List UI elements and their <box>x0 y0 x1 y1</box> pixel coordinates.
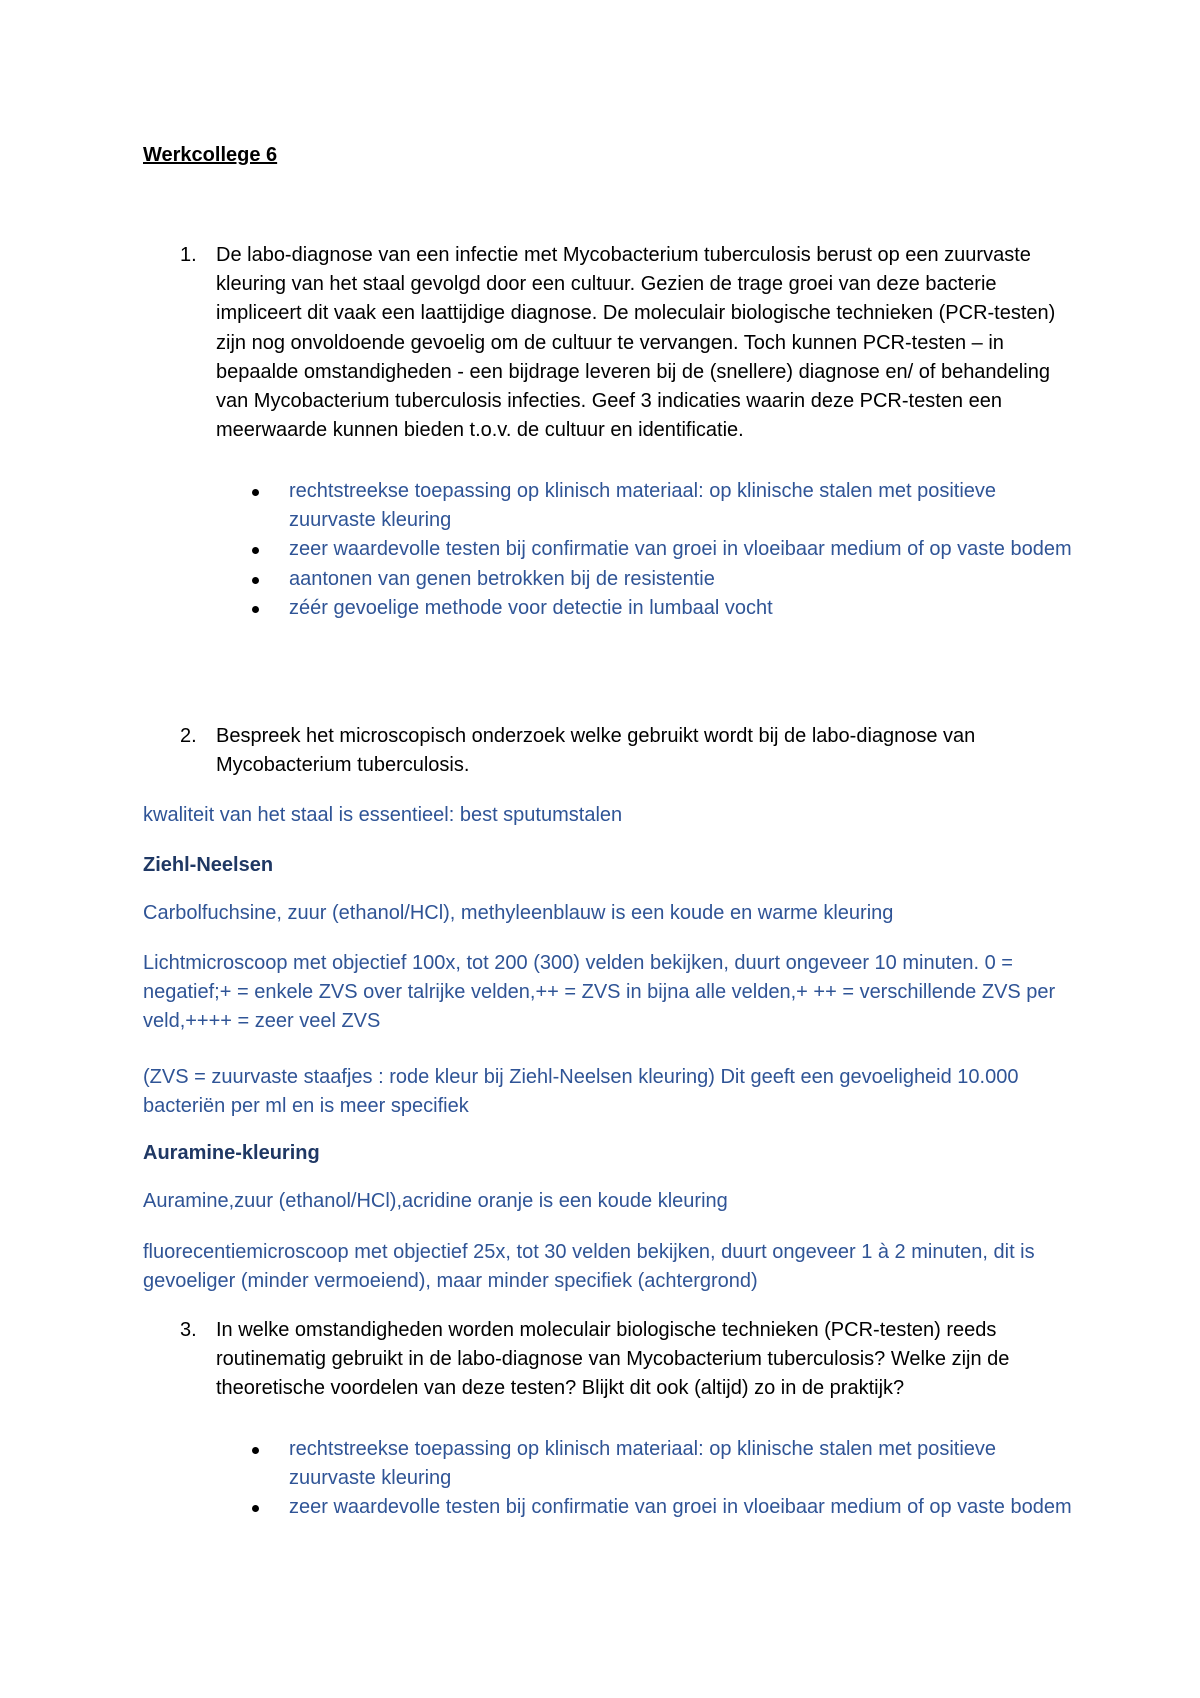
list-item: zeer waardevolle testen bij confirmatie van groei in vloeibaar medium of op vaste bodem <box>246 535 1076 564</box>
ziehl-paragraph-2: Lichtmicroscoop met objectief 100x, tot 200 (300) velden bekijken, duurt ongeveer 10 minuten. 0 = negatief;+ = enkele ZVS over talrijke velden,++ = ZVS in bijna alle velden,+ ++ = verschillende ZVS per veld,++++ = zeer veel ZVS <box>143 952 1056 1033</box>
q2-intro: kwaliteit van het staal is essentieel: best sputumstalen <box>143 804 623 826</box>
list-item: rechtstreekse toepassing op klinisch materiaal: op klinische stalen met positieve zuurvaste kleuring <box>246 1435 1076 1493</box>
bullet-icon <box>252 606 259 613</box>
ziehl-neelsen-heading: Ziehl-Neelsen <box>143 854 274 876</box>
question-1-number: 1. <box>180 244 197 266</box>
bullet-icon <box>252 547 259 554</box>
question-3-answers <box>246 1435 1076 1523</box>
document-title: Werkcollege 6 <box>143 144 278 166</box>
question-3-text: In welke omstandigheden worden moleculair biologische technieken (PCR-testen) reeds routinematig gebruikt in de labo-diagnose van Mycobacterium tuberculosis? Welke zijn de theoretische voordelen van deze testen? Blijkt dit ook (altijd) zo in de praktijk? <box>216 1319 1010 1400</box>
auramine-paragraph-2: fluorecentiemicroscoop met objectief 25x, tot 30 velden bekijken, duurt ongeveer 1 à 2 minuten, dit is gevoeliger (minder vermoeiend), maar minder specifiek (achtergrond) <box>143 1241 1035 1293</box>
question-2-text: Bespreek het microscopisch onderzoek welke gebruikt wordt bij de labo-diagnose van Mycobacterium tuberculosis. <box>216 725 976 777</box>
bullet-icon <box>252 577 259 584</box>
question-1-text: De labo-diagnose van een infectie met Mycobacterium tuberculosis berust op een zuurvaste kleuring van het staal gevolgd door een cultuur. Gezien de trage groei van deze bacterie impliceert dit vaak een laattijdige diagnose. De moleculair biologische technieken (PCR-testen) zijn nog onvoldoende gevoelig om de cultuur te vervangen. Toch kunnen PCR-testen – in bepaalde omstandigheden - een bijdrage leveren bij de (snellere) diagnose en/ of behandeling van Mycobacterium tuberculosis infecties. Geef 3 indicaties waarin deze PCR-testen een meerwaarde kunnen bieden t.o.v. de cultuur en identificatie. <box>216 244 1056 442</box>
bullet-icon <box>252 489 259 496</box>
list-item: zéér gevoelige methode voor detectie in lumbaal vocht <box>246 594 1076 623</box>
question-1-answers <box>246 477 1076 623</box>
list-item: zeer waardevolle testen bij confirmatie van groei in vloeibaar medium of op vaste bodem <box>246 1493 1076 1522</box>
bullet-icon <box>252 1447 259 1454</box>
list-item: rechtstreekse toepassing op klinisch materiaal: op klinische stalen met positieve zuurvaste kleuring <box>246 477 1076 535</box>
list-item: aantonen van genen betrokken bij de resistentie <box>246 565 1076 594</box>
auramine-paragraph-1: Auramine,zuur (ethanol/HCl),acridine oranje is een koude kleuring <box>143 1190 728 1212</box>
question-3-number: 3. <box>180 1319 197 1341</box>
bullet-icon <box>252 1505 259 1512</box>
question-2-number: 2. <box>180 725 197 747</box>
auramine-heading: Auramine-kleuring <box>143 1142 320 1164</box>
ziehl-paragraph-3: (ZVS = zuurvaste staafjes : rode kleur bij Ziehl-Neelsen kleuring) Dit geeft een gevoeligheid 10.000 bacteriën per ml en is meer specifiek <box>143 1066 1019 1118</box>
ziehl-paragraph-1: Carbolfuchsine, zuur (ethanol/HCl), methyleenblauw is een koude en warme kleuring <box>143 902 894 924</box>
